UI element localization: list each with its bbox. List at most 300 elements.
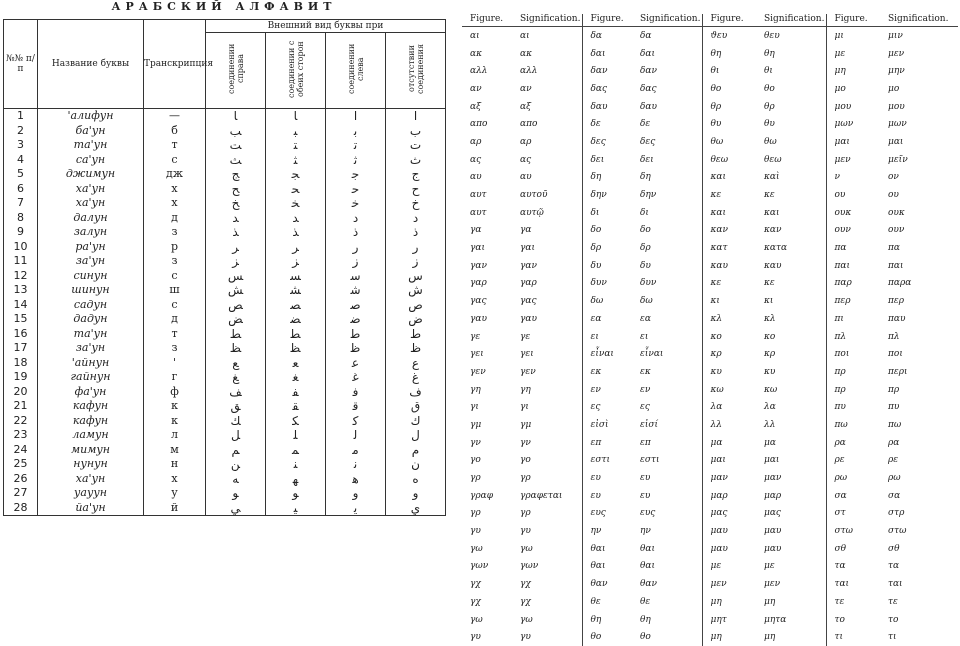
form-isolated: و: [386, 486, 446, 501]
signification-cell: καὶ: [764, 172, 780, 183]
figure-cell: θω: [702, 133, 756, 151]
signification-cell: θρ: [764, 101, 775, 112]
form-left: و: [326, 486, 386, 501]
figure-cell: γε: [470, 331, 481, 342]
signification-cell: θαν: [640, 579, 657, 590]
row-number: 1: [4, 109, 38, 124]
form-isolated: ق: [386, 399, 446, 414]
signification-cell: δω: [640, 296, 653, 307]
letter-name: 'айнун: [38, 356, 144, 371]
signification-cell: δας: [640, 83, 657, 94]
signification-cell: ακ: [520, 48, 532, 59]
figure-cell: γα: [470, 225, 482, 236]
form-isolated: ص: [386, 298, 446, 313]
table-row: [462, 487, 958, 505]
table-row: [4, 240, 446, 255]
row-number: 26: [4, 472, 38, 487]
form-left: ﺛ: [326, 153, 386, 168]
letter-name: йа'ун: [38, 501, 144, 516]
signification-cell: μαι: [764, 455, 780, 466]
table-row: [4, 211, 446, 226]
form-left: ﻓ: [326, 385, 386, 400]
form-left: ز: [326, 254, 386, 269]
form-both: ﺪ: [266, 211, 326, 226]
row-number: 4: [4, 153, 38, 168]
figure-cell: θαν: [582, 575, 632, 593]
signification-cell: θαι: [640, 543, 656, 554]
form-left: ﺷ: [326, 283, 386, 298]
table-row: [462, 381, 958, 399]
figure-cell: αρ: [470, 136, 482, 147]
figure-cell: πυ: [826, 398, 880, 416]
figure-cell: κω: [702, 381, 756, 399]
signification-cell: λλ: [764, 419, 776, 430]
transcription: ш: [144, 283, 206, 298]
table-row: [4, 124, 446, 139]
table-row: [462, 239, 958, 257]
table-row: [4, 457, 446, 472]
signification-cell: ποι: [888, 349, 903, 360]
transcription: л: [144, 428, 206, 443]
form-isolated: س: [386, 269, 446, 284]
transcription: д: [144, 312, 206, 327]
form-right: ﺰ: [206, 254, 266, 269]
form-right: ﺬ: [206, 225, 266, 240]
signification-cell: θεω: [764, 154, 782, 165]
header-figure: Figure.: [826, 14, 880, 27]
form-both: ﻈ: [266, 341, 326, 356]
transcription: к: [144, 414, 206, 429]
row-number: 8: [4, 211, 38, 226]
form-right: ﺚ: [206, 153, 266, 168]
figure-cell: μη: [826, 62, 880, 80]
table-row: [4, 486, 446, 501]
figure-cell: γρ: [470, 473, 481, 484]
figure-cell: μητ: [702, 611, 756, 629]
signification-cell: καν: [764, 225, 782, 236]
table-row: [462, 416, 958, 434]
signification-cell: γων: [520, 561, 539, 572]
transcription: б: [144, 124, 206, 139]
form-left: ذ: [326, 225, 386, 240]
figure-cell: δαυ: [582, 98, 632, 116]
row-number: 19: [4, 370, 38, 385]
figure-cell: θι: [702, 62, 756, 80]
figure-cell: δες: [582, 133, 632, 151]
figure-cell: γαρ: [470, 278, 487, 289]
figure-cell: πι: [826, 310, 880, 328]
signification-cell: γη: [520, 384, 531, 395]
row-number: 17: [4, 341, 38, 356]
header-signification: Signification.: [756, 14, 826, 27]
figure-cell: θεω: [702, 151, 756, 169]
figure-cell: αν: [470, 83, 482, 94]
form-both: ﻔ: [266, 385, 326, 400]
signification-cell: αυτοῦ: [520, 190, 548, 201]
signification-cell: μο: [888, 83, 900, 94]
letter-name: гайнун: [38, 370, 144, 385]
form-left: ﻗ: [326, 399, 386, 414]
signification-cell: γα: [520, 225, 532, 236]
header-signification: Signification.: [632, 14, 702, 27]
transcription: ': [144, 356, 206, 371]
row-number: 11: [4, 254, 38, 269]
figure-cell: γω: [470, 543, 483, 554]
table-row: [462, 62, 958, 80]
form-isolated: ا: [386, 109, 446, 124]
signification-cell: γραφεται: [520, 490, 563, 501]
signification-cell: εἶναι: [640, 349, 664, 360]
form-right: ﺖ: [206, 138, 266, 153]
table-row: [4, 327, 446, 342]
figure-cell: στ: [826, 505, 880, 523]
letter-name: джимун: [38, 167, 144, 182]
signification-cell: θο: [640, 632, 651, 643]
figure-cell: μι: [826, 27, 880, 45]
transcription: з: [144, 341, 206, 356]
transcription: г: [144, 370, 206, 385]
table-row: [462, 558, 958, 576]
form-right: ﻖ: [206, 399, 266, 414]
form-isolated: ر: [386, 240, 446, 255]
letter-name: мимун: [38, 443, 144, 458]
form-right: ﺲ: [206, 269, 266, 284]
figure-cell: ται: [826, 575, 880, 593]
signification-cell: δες: [640, 136, 656, 147]
table-row: [4, 182, 446, 197]
figure-cell: αυτ: [470, 207, 487, 218]
figure-cell: δυ: [582, 257, 632, 275]
signification-cell: κο: [764, 331, 776, 342]
figure-cell: πω: [826, 416, 880, 434]
row-number: 18: [4, 356, 38, 371]
header-figure: Figure.: [702, 14, 756, 27]
signification-cell: μαυ: [764, 543, 782, 554]
transcription: т: [144, 327, 206, 342]
signification-cell: περ: [888, 296, 905, 307]
table-row: [462, 345, 958, 363]
figure-cell: μας: [702, 505, 756, 523]
form-both: ﺰ: [266, 254, 326, 269]
form-isolated: د: [386, 211, 446, 226]
form-left: ﻋ: [326, 356, 386, 371]
form-right: ﺢ: [206, 182, 266, 197]
signification-cell: ται: [888, 579, 903, 590]
letter-name: ламун: [38, 428, 144, 443]
form-isolated: ك: [386, 414, 446, 429]
transcription: с: [144, 153, 206, 168]
signification-cell: μητα: [764, 614, 787, 625]
header-group: Внешний вид буквы при: [206, 20, 446, 33]
table-row: [4, 370, 446, 385]
header-translit: Транскрипция: [144, 20, 206, 109]
figure-cell: θαι: [582, 540, 632, 558]
form-both: ﺎ: [266, 109, 326, 124]
form-both: ﻜ: [266, 414, 326, 429]
figure-cell: δε: [582, 115, 632, 133]
figure-cell: ην: [582, 522, 632, 540]
form-both: ﺬ: [266, 225, 326, 240]
row-number: 7: [4, 196, 38, 211]
form-right: ﻒ: [206, 385, 266, 400]
form-both: ﺨ: [266, 196, 326, 211]
table-row: [462, 434, 958, 452]
figure-cell: δω: [582, 292, 632, 310]
signification-cell: γω: [520, 614, 533, 625]
signification-cell: ει: [640, 331, 649, 342]
form-isolated: ف: [386, 385, 446, 400]
table-row: [4, 196, 446, 211]
form-left: ﺗ: [326, 138, 386, 153]
signification-cell: επ: [640, 437, 651, 448]
form-right: ﻲ: [206, 501, 266, 516]
figure-cell: ας: [470, 154, 482, 165]
row-number: 20: [4, 385, 38, 400]
signification-cell: πλ: [888, 331, 900, 342]
figure-cell: εκ: [582, 363, 632, 381]
table-row: [4, 385, 446, 400]
form-right: ﺾ: [206, 312, 266, 327]
table-row: [462, 575, 958, 593]
signification-cell: το: [888, 614, 899, 625]
form-isolated: ه: [386, 472, 446, 487]
figure-cell: δην: [582, 186, 632, 204]
signification-cell: γχ: [520, 579, 531, 590]
figure-cell: αξ: [470, 101, 482, 112]
figure-cell: αυτ: [470, 190, 487, 201]
header-form-left: соединении слева: [326, 33, 386, 109]
form-both: ﻘ: [266, 399, 326, 414]
figure-cell: με: [826, 45, 880, 63]
transcription: х: [144, 182, 206, 197]
signification-cell: θο: [764, 83, 775, 94]
form-isolated: ت: [386, 138, 446, 153]
table-row: [462, 275, 958, 293]
figure-cell: περ: [826, 292, 880, 310]
signification-cell: πα: [888, 243, 900, 254]
form-right: ﻮ: [206, 486, 266, 501]
signification-cell: ρω: [888, 473, 901, 484]
figure-cell: μα: [702, 434, 756, 452]
signification-cell: δαυ: [640, 101, 657, 112]
signification-cell: πυ: [888, 402, 900, 413]
signification-cell: γν: [520, 437, 531, 448]
figure-cell: δαι: [582, 45, 632, 63]
signification-cell: εστι: [640, 455, 660, 466]
signification-cell: δι: [640, 207, 649, 218]
letter-name: 'алифун: [38, 109, 144, 124]
row-number: 6: [4, 182, 38, 197]
figure-cell: το: [826, 611, 880, 629]
form-isolated: ح: [386, 182, 446, 197]
form-isolated: ز: [386, 254, 446, 269]
signification-cell: δα: [640, 30, 652, 41]
signification-cell: ουκ: [888, 207, 905, 218]
signification-cell: ας: [520, 154, 532, 165]
signification-cell: τα: [888, 561, 900, 572]
form-left: ﻃ: [326, 327, 386, 342]
figure-cell: λλ: [702, 416, 756, 434]
letter-name: ра'ун: [38, 240, 144, 255]
figure-cell: κι: [702, 292, 756, 310]
figure-cell: δρ: [582, 239, 632, 257]
figure-cell: γη: [470, 384, 481, 395]
table-row: [4, 269, 446, 284]
form-left: ﺿ: [326, 312, 386, 327]
table-row: [462, 80, 958, 98]
figure-cell: τε: [826, 593, 880, 611]
row-number: 14: [4, 298, 38, 313]
form-right: ﻂ: [206, 327, 266, 342]
signification-cell: μαρ: [764, 490, 782, 501]
figure-cell: ν: [826, 169, 880, 187]
form-left: ﺳ: [326, 269, 386, 284]
form-left: ﺣ: [326, 182, 386, 197]
transcription: у: [144, 486, 206, 501]
figure-cell: γραφ: [470, 490, 494, 501]
signification-cell: δαι: [640, 48, 656, 59]
figure-cell: εστι: [582, 452, 632, 470]
form-left: ﺧ: [326, 196, 386, 211]
figure-cell: μη: [702, 593, 756, 611]
figure-cell: γω: [470, 614, 483, 625]
signification-cell: δαν: [640, 66, 657, 77]
table-row: [462, 222, 958, 240]
table-row: [462, 522, 958, 540]
figure-cell: καυ: [702, 257, 756, 275]
signification-cell: γχ: [520, 596, 531, 607]
table-row: [4, 167, 446, 182]
table-row: [462, 540, 958, 558]
table-row: [462, 593, 958, 611]
signification-cell: δη: [640, 172, 651, 183]
figure-cell: τα: [826, 558, 880, 576]
figure-cell: θο: [702, 80, 756, 98]
table-row: [4, 443, 446, 458]
figure-cell: πρ: [826, 363, 880, 381]
form-both: ﻨ: [266, 457, 326, 472]
figure-cell: τι: [826, 628, 880, 646]
figure-cell: σθ: [826, 540, 880, 558]
form-left: ﺟ: [326, 167, 386, 182]
signification-cell: μη: [764, 632, 776, 643]
figure-cell: ρω: [826, 469, 880, 487]
form-left: ﻇ: [326, 341, 386, 356]
figure-cell: ου: [826, 186, 880, 204]
signification-cell: δρ: [640, 243, 651, 254]
table-row: [4, 501, 446, 516]
signification-cell: δυ: [640, 260, 651, 271]
letter-name: за'ун: [38, 341, 144, 356]
transcription: х: [144, 196, 206, 211]
figure-cell: γχ: [470, 596, 481, 607]
figure-cell: μεν: [702, 575, 756, 593]
letter-name: за'ун: [38, 254, 144, 269]
figure-cell: θαι: [582, 558, 632, 576]
signification-cell: γαυ: [520, 313, 537, 324]
signification-cell: πω: [888, 419, 902, 430]
arabic-alphabet-table: [3, 19, 446, 516]
signification-cell: μου: [888, 101, 905, 112]
header-form-right: соединении справа: [206, 33, 266, 109]
row-number: 22: [4, 414, 38, 429]
figure-cell: σα: [826, 487, 880, 505]
figure-cell: γι: [470, 402, 479, 413]
figure-cell: μο: [826, 80, 880, 98]
signification-cell: γρ: [520, 473, 531, 484]
form-right: ﺦ: [206, 196, 266, 211]
header-form-isolated: отсутствии соединения: [386, 33, 446, 109]
signification-cell: γαν: [520, 260, 537, 271]
signification-cell: γας: [520, 296, 537, 307]
row-number: 25: [4, 457, 38, 472]
form-left: ﺑ: [326, 124, 386, 139]
signification-cell: ον: [888, 172, 899, 183]
letter-name: ха'ун: [38, 196, 144, 211]
figure-cell: γχ: [470, 579, 481, 590]
figure-cell: μαι: [702, 452, 756, 470]
greek-ligature-table: [462, 14, 958, 646]
figure-cell: γαν: [470, 260, 487, 271]
form-left: د: [326, 211, 386, 226]
form-right: ﻊ: [206, 356, 266, 371]
table-row: [462, 45, 958, 63]
signification-cell: αξ: [520, 101, 532, 112]
figure-cell: εἰσὶ: [582, 416, 632, 434]
signification-cell: ρα: [888, 437, 900, 448]
figure-cell: γεν: [470, 366, 486, 377]
transcription: с: [144, 269, 206, 284]
form-both: ﻬ: [266, 472, 326, 487]
letter-name: дадун: [38, 312, 144, 327]
form-isolated: م: [386, 443, 446, 458]
figure-cell: δας: [582, 80, 632, 98]
figure-cell: ευς: [582, 505, 632, 523]
signification-cell: ευ: [640, 473, 651, 484]
figure-cell: μαυ: [702, 540, 756, 558]
signification-cell: εκ: [640, 366, 651, 377]
figure-cell: παι: [826, 257, 880, 275]
form-left: ﻛ: [326, 414, 386, 429]
signification-cell: παυ: [888, 313, 906, 324]
signification-cell: γο: [520, 455, 531, 466]
letter-name: залун: [38, 225, 144, 240]
figure-cell: λα: [702, 398, 756, 416]
signification-cell: σα: [888, 490, 901, 501]
form-both: ﻴ: [266, 501, 326, 516]
signification-cell: ευς: [640, 508, 656, 519]
form-both: ﺘ: [266, 138, 326, 153]
signification-cell: θη: [764, 48, 775, 59]
table-row: [4, 153, 446, 168]
signification-cell: θε: [640, 596, 651, 607]
signification-cell: αυτῷ: [520, 207, 544, 218]
header-name: Название буквы: [38, 20, 144, 109]
transcription: к: [144, 399, 206, 414]
figure-cell: μεν: [826, 151, 880, 169]
form-both: ﺴ: [266, 269, 326, 284]
form-both: ﻐ: [266, 370, 326, 385]
figure-cell: με: [702, 558, 756, 576]
figure-cell: ακ: [470, 48, 482, 59]
letter-name: далун: [38, 211, 144, 226]
signification-cell: ρε: [888, 455, 899, 466]
form-right: ﺞ: [206, 167, 266, 182]
form-isolated: ي: [386, 501, 446, 516]
signification-cell: πρ: [888, 384, 900, 395]
letter-name: кафун: [38, 414, 144, 429]
signification-cell: θω: [764, 136, 777, 147]
